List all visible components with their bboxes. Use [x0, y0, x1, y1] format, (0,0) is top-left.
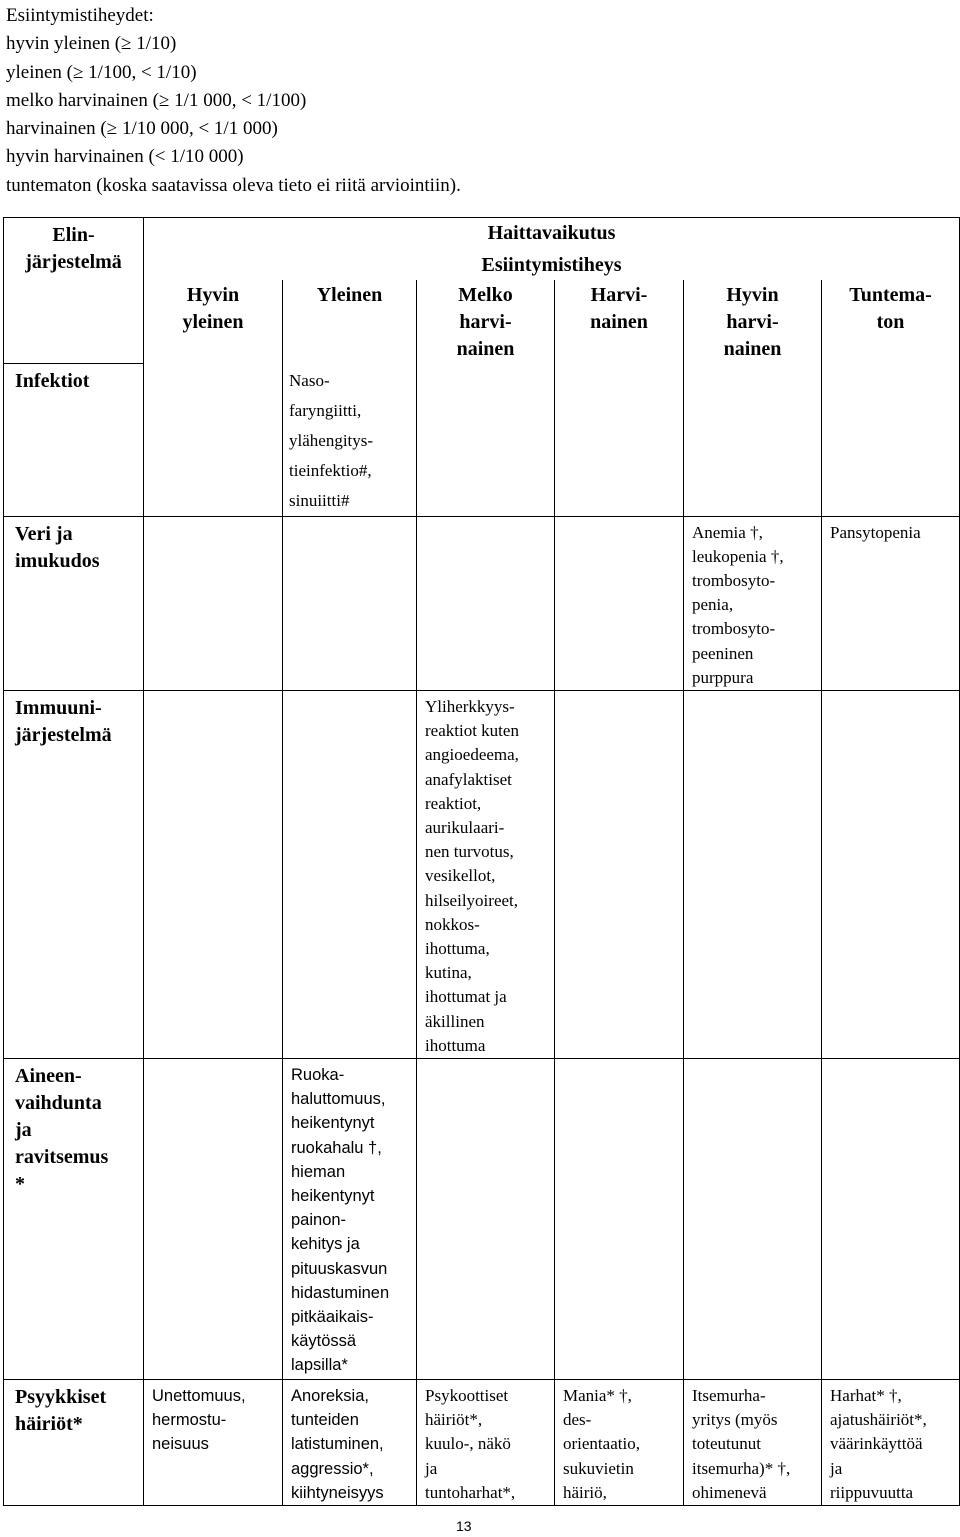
- haittavaikutus-header: Haittavaikutus: [144, 218, 960, 254]
- table-cell: [684, 1058, 822, 1379]
- table-row: [4, 1379, 960, 1505]
- table-row: [4, 1058, 960, 1379]
- table-cell: [144, 364, 283, 517]
- column-header-uncommon: Melko harvi- nainen: [417, 280, 555, 364]
- column-header-rare: Harvi- nainen: [555, 280, 684, 364]
- table-cell: Unettomuus, hermostu- neisuus: [144, 1379, 283, 1505]
- frequency-line: tuntematon (koska saatavissa oleva tieto ei riitä arviointiin).: [6, 174, 461, 196]
- table-cell: Harhat* †, ajatushäiriöt*, väärinkäyttöä ja riippuvuutta: [822, 1379, 960, 1505]
- table-cell: Anemia †, leukopenia †, trombosyto- penia, trombosyto- peeninen purppura: [684, 516, 822, 690]
- table-cell: [822, 690, 960, 1058]
- column-header-very-common: Hyvin yleinen: [144, 280, 283, 364]
- frequency-line: harvinainen (≥ 1/10 000, < 1/1 000): [6, 118, 278, 140]
- frequency-line: hyvin yleinen (≥ 1/10): [6, 33, 177, 55]
- table-row: [4, 516, 960, 690]
- frequency-line: hyvin harvinainen (< 1/10 000): [6, 146, 244, 168]
- table-cell: [417, 364, 555, 517]
- table-cell: [417, 1058, 555, 1379]
- table-cell: Pansytopenia: [822, 516, 960, 690]
- cell-text: Naso- faryngiitti, ylähengitys- tieinfektio#, sinuiitti#: [289, 370, 374, 510]
- organ-system-cell: Immuuni- järjestelmä: [4, 690, 144, 1058]
- table-cell: Itsemurha- yritys (myös toteutunut itsemurha)* †, ohimenevä: [684, 1379, 822, 1505]
- frequency-legend: [6, 2, 461, 200]
- table-cell: [144, 690, 283, 1058]
- table-cell: Anoreksia, tunteiden latistuminen, aggressio*, kiihtyneisyys: [283, 1379, 417, 1505]
- table-row: [4, 690, 960, 1058]
- column-header-common: Yleinen: [283, 280, 417, 364]
- organ-system-cell: Psyykkiset häiriöt*: [4, 1379, 144, 1505]
- organ-system-cell: Infektiot: [4, 364, 144, 517]
- organ-system-header: Elin- järjestelmä: [4, 218, 144, 364]
- table-cell: [283, 690, 417, 1058]
- table-cell: Ruoka- haluttomuus, heikentynyt ruokahalu †, hieman heikentynyt painon- kehitys ja pituuskasvun hidastuminen pitkäaikais- käytössä lapsilla*: [283, 1058, 417, 1379]
- table-cell: Yliherkkyys- reaktiot kuten angioedeema, anafylaktiset reaktiot, aurikulaari- nen turvotus, vesikellot, hilseilyoireet, nokkos- ihottuma, kutina, ihottumat ja äkillinen ihottuma: [417, 690, 555, 1058]
- organ-system-cell: Veri ja imukudos: [4, 516, 144, 690]
- table-cell: [144, 516, 283, 690]
- table-cell: [555, 516, 684, 690]
- column-header-unknown: Tuntema- ton: [822, 280, 960, 364]
- table-cell: [555, 690, 684, 1058]
- table-cell: [555, 364, 684, 517]
- frequency-legend-title: Esiintymistiheydet:: [6, 5, 154, 26]
- table-cell: [684, 364, 822, 517]
- table-cell: [822, 1058, 960, 1379]
- adverse-effects-table: [3, 217, 960, 1506]
- table-cell: [144, 1058, 283, 1379]
- esiintymistiheys-header: Esiintymistiheys: [144, 254, 960, 280]
- frequency-line: melko harvinainen (≥ 1/1 000, < 1/100): [6, 89, 307, 111]
- table-cell: [684, 690, 822, 1058]
- table-cell: [283, 364, 417, 517]
- frequency-line: yleinen (≥ 1/100, < 1/10): [6, 61, 197, 83]
- table-cell: [417, 516, 555, 690]
- table-row: [4, 364, 960, 517]
- table-cell: [555, 1058, 684, 1379]
- table-cell: Psykoottiset häiriöt*, kuulo-, näkö ja tuntoharhat*,: [417, 1379, 555, 1505]
- column-header-very-rare: Hyvin harvi- nainen: [684, 280, 822, 364]
- table-cell: Mania* †, des- orientaatio, sukuvietin häiriö,: [555, 1379, 684, 1505]
- table-cell: [822, 364, 960, 517]
- table-cell: [283, 516, 417, 690]
- page-number: 13: [456, 1518, 472, 1534]
- organ-system-cell: Aineen- vaihdunta ja ravitsemus *: [4, 1058, 144, 1379]
